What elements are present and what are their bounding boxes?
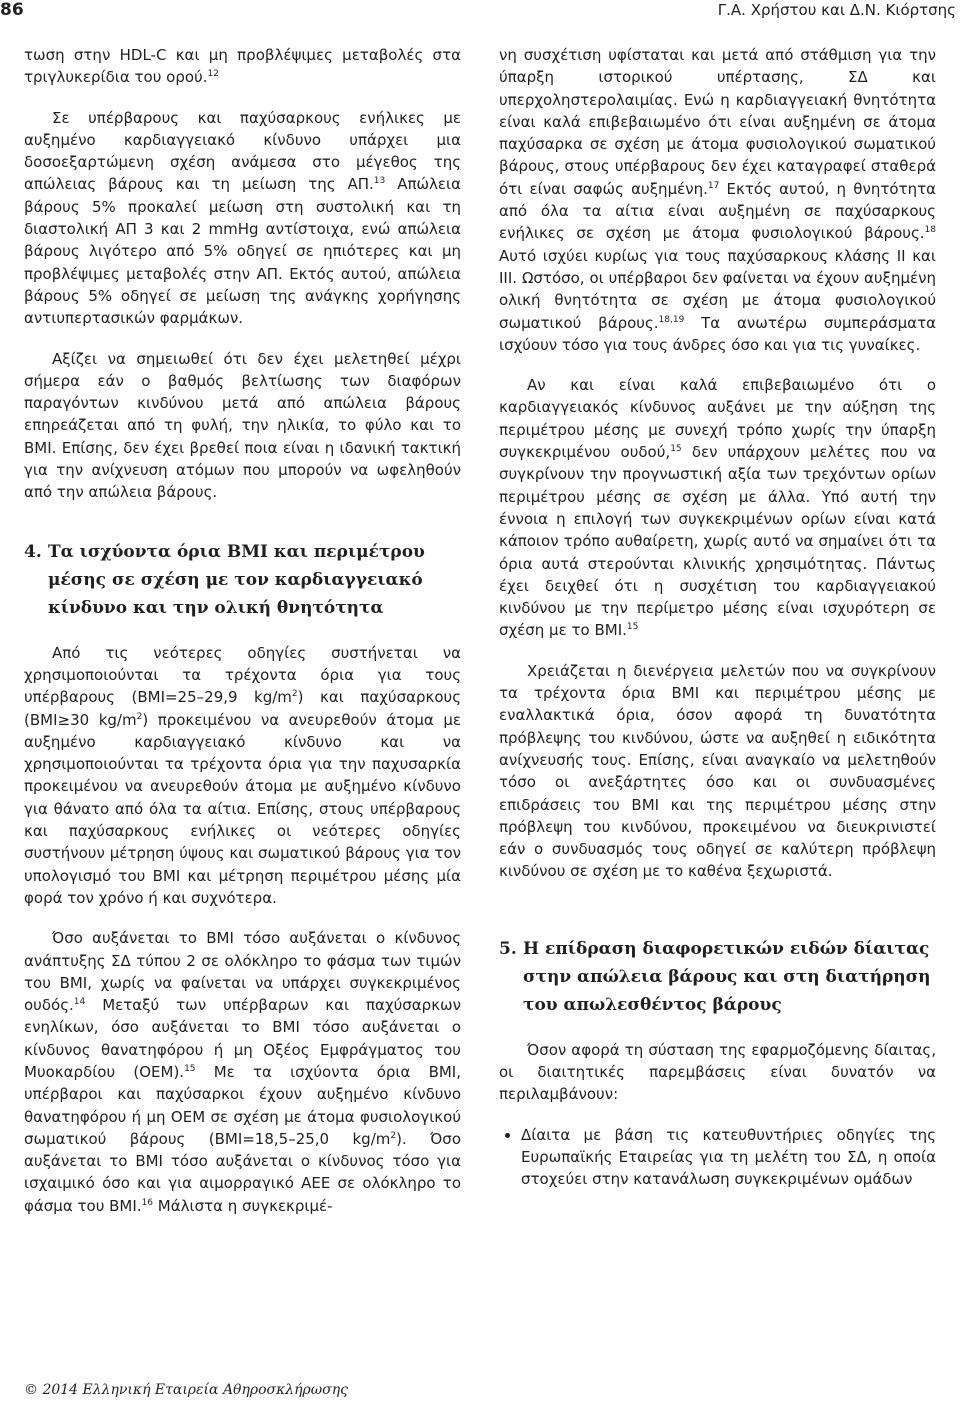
left-column — [24, 44, 461, 1235]
paragraph-hdl-continuation: τωση στην HDL-C και μη προβλέψιμες μεταβολές στα τριγλυκερίδια του ορού.$^{12}$ — [24, 46, 461, 87]
list-item: • Δίαιτα με βάση τις κατευθυντήριες οδηγίες της Ευρωπαϊκής Εταιρείας για τη μελέτη του ΣΔ, η οποία στοχεύει στην κατανάλωση συγκεκριμένων ομάδων — [521, 1124, 936, 1191]
running-head-authors: Γ.Α. Χρήστου και Δ.Ν. Κιόρτσης — [717, 1, 956, 19]
section-number: 5. — [499, 938, 517, 959]
citation: 15 — [184, 1063, 196, 1074]
paragraph-weight-loss-bp: Σε υπέρβαρους και παχύσαρκους ενήλικες με αυξημένο καρδιαγγειακό κίνδυνο υπάρχει μια δοσοεξαρτώμενη σχέση ανάμεσα στο μέγεθος της απώλειας βάρους και τη μείωση της ΑΠ.$^{13}$ Απώλεια βάρους 5% προκαλεί μείωση στη συστολική και τη διαστολική ΑΠ 3 και 2 mmHg αντίστοιχα, ενώ απώλεια βάρους λιγότερο από 5% οδηγεί σε ηπιότερες και μη προβλέψιμες μεταβολές στην ΑΠ. Εκτός αυτού, απώλεια βάρους 5% οδηγεί σε μείωση της ανάγκης χορήγησης αντιυπερτασικών φαρμάκων. — [24, 108, 461, 328]
page-header — [0, 0, 960, 24]
copyright-footer: © 2014 Ελληνική Εταιρεία Αθηροσκλήρωσης — [24, 1382, 348, 1398]
citation: 14 — [73, 997, 86, 1008]
paragraph-waist-circumference: Αν και είναι καλά επιβεβαιωμένο ότι ο καρδιαγγειακός κίνδυνος αυξάνει με την αύξηση της περιμέτρου μέσης με συνεχή τρόπο χωρίς την ύπαρξη συγκεκριμένου ουδού,$^{15}$ δεν υπάρχουν μελέτες που να συγκρίνουν την προγνωστική αξία των τρεχόντων ορίων περιμέτρου μέσης σε σχέση με άλλα. Υπό αυτή την έννοια η επιλογή των συγκεκριμένων ορίων είναι κατά κάποιον τρόπο αυθαίρετη, χωρίς αυτό να σημαίνει ότι τα όρια αυτά στερούνται κλινικής χρησιμότητας. Πάντως έχει δειχθεί ότι η συσχέτιση του καρδιαγγειακού κινδύνου με την περίμετρο μέσης είναι ισχυρότερη σε σχέση με το BMI.$^{15}$ — [499, 376, 936, 640]
citation: 18 — [924, 225, 936, 236]
section-heading-4: 4. Τα ισχύοντα όρια BMI και περιμέτρου μέσης σε σχέση με τον καρδιαγγειακό κίνδυνο και την ολική θνητότητα — [24, 538, 461, 622]
paragraph-mortality: νη συσχέτιση υφίσταται και μετά από στάθμιση για την ύπαρξη ιστορικού υπέρτασης, ΣΔ και υπερχοληστερολαιμίας. Ενώ η καρδιαγγειακή θνητότητα είναι καλά επιβεβαιωμένο ότι είναι αυξημένη σε άτομα παχύσαρκα σε σχέση με άτομα φυσιολογικού σωματικού βάρους, στους υπέρβαρους δεν έχει καταγραφεί σταθερά ότι είναι σαφώς αυξημένη.$^{17}$ Εκτός αυτού, η θνητότητα από όλα τα αίτια είναι αυξημένη σε παχύσαρκους ενήλικες σε σχέση με άτομα φυσιολογικού βάρους.$^{18}$ Αυτό ισχύει κυρίως για τους παχύσαρκους κλάσης II και III. Ωστόσο, οι υπέρβαροι δεν φαίνεται να έχουν αυξημένη ολική θνητότητα σε σχέση με άτομα φυσιολογικού σωματικού βάρους.$^{18,19}$ Τα ανωτέρω συμπεράσματα ισχύουν τόσο για τους άνδρες όσο και για τις γυναίκες. — [499, 46, 936, 354]
diet-list — [499, 1124, 936, 1191]
citation: 13 — [373, 176, 386, 187]
paragraph-further-studies: Χρειάζεται η διενέργεια μελετών που να συγκρίνουν τα τρέχοντα όρια BMI και περιμέτρου μέσης με εναλλακτικά όρια, όσον αφορά τη δυνατότητα πρόβλεψης του κινδύνου, ώστε να αυξηθεί η ειδικότητα ανίχνευσής τους. Επίσης, είναι αναγκαίο να μελετηθούν τόσο οι ανεξάρτητες όσο και οι συνδυασμένες επιδράσεις του BMI και της περιμέτρου μέσης στην πρόβλεψη του κινδύνου, προκειμένου να διευκρινιστεί εάν ο συνδυασμός τους οδηγεί σε καλύτερη πρόβλεψη κινδύνου σε σχέση με το καθένα ξεχωριστά. — [499, 661, 936, 881]
citation: 16 — [141, 1197, 154, 1208]
page-number: 86 — [0, 0, 24, 20]
citation: 18,19 — [658, 314, 685, 325]
right-column — [499, 44, 936, 1190]
citation: 15 — [670, 444, 682, 455]
paragraph-diet-composition: Όσον αφορά τη σύσταση της εφαρμοζόμενης δίαιτας, οι διαιτητικές παρεμβάσεις είναι δυνατόν να περιλαμβάνουν: — [499, 1040, 936, 1104]
paragraph-unstudied-factors: Αξίζει να σημειωθεί ότι δεν έχει μελετηθεί μέχρι σήμερα εάν ο βαθμός βελτίωσης των διαφόρων παραγόντων κινδύνου μετά από απώλεια βάρους επηρεάζεται από τη φυλή, την ηλικία, το φύλο και το BMI. Επίσης, δεν έχει βρεθεί ποια είναι η ιδανική τακτική για την ανίχνευση ατόμων που μπορούν να ωφεληθούν από την απώλεια βάρους. — [24, 349, 461, 502]
paragraph-bmi-diabetes-risk: Όσο αυξάνεται το BMI τόσο αυξάνεται ο κίνδυνος ανάπτυξης ΣΔ τύπου 2 σε ολόκληρο το φάσμα των τιμών του BMI, χωρίς να φαίνεται να υπάρχει συγκεκριμένος ουδός.$^{14}$ Μεταξύ των υπέρβαρων και παχύσαρκων ενηλίκων, όσο αυξάνεται το BMI τόσο αυξάνεται ο κίνδυνος θανατηφόρου ή μη Οξέος Εμφράγματος του Μυοκαρδίου (ΟΕΜ).$^{15}$ Με τα ισχύοντα όρια BMI, υπέρβαροι και παχύσαρκοι έχουν αυξημένο κίνδυνο θανατηφόρου ή μη ΟΕΜ σε σχέση με άτομα φυσιολογικού σωματικού βάρους (BMI=18,5–25,0 $kg/m^2$). Όσο αυξάνεται το BMI τόσο αυξάνεται ο κίνδυνος τόσο για ισχαιμικό όσο και για αιμορραγικό ΑΕΕ σε ολόκληρο το φάσμα του BMI.$^{16}$ Μάλιστα η συγκεκριμέ- — [24, 929, 461, 1215]
citation: 15 — [626, 622, 639, 633]
paragraph-bmi-thresholds: Από τις νεότερες οδηγίες συστήνεται να χρησιμοποιούνται τα τρέχοντα όρια για τους υπέρβαρους (BMI=25–29,9 $kg/m^2$) και παχύσαρκους (BMI≥30 $kg/m^2$) προκειμένου να ανευρεθούν άτομα με αυξημένο καρδιαγγειακό κίνδυνο και να χρησιμοποιούνται τα τρέχοντα όρια για την παχυσαρκία προκειμένου να ανευρεθούν άτομα με αυξημένο κίνδυνο για θάνατο από όλα τα αίτια. Επίσης, στους υπέρβαρους και παχύσαρκους ενήλικες οι νεότερες οδηγίες συστήνουν μέτρηση ύψους και σωματικού βάρους για τον υπολογισμό του BMI και μέτρηση περιμέτρου μέσης μία φορά τον χρόνο ή και συχνότερα. — [24, 643, 462, 907]
citation: 17 — [707, 180, 720, 191]
section-heading-5: 5. Η επίδραση διαφορετικών ειδών δίαιτας στην απώλεια βάρους και στη διατήρηση του απωλεσθέντος βάρους — [499, 935, 936, 1019]
section-number: 4. — [24, 541, 42, 562]
citation: 12 — [207, 69, 219, 80]
